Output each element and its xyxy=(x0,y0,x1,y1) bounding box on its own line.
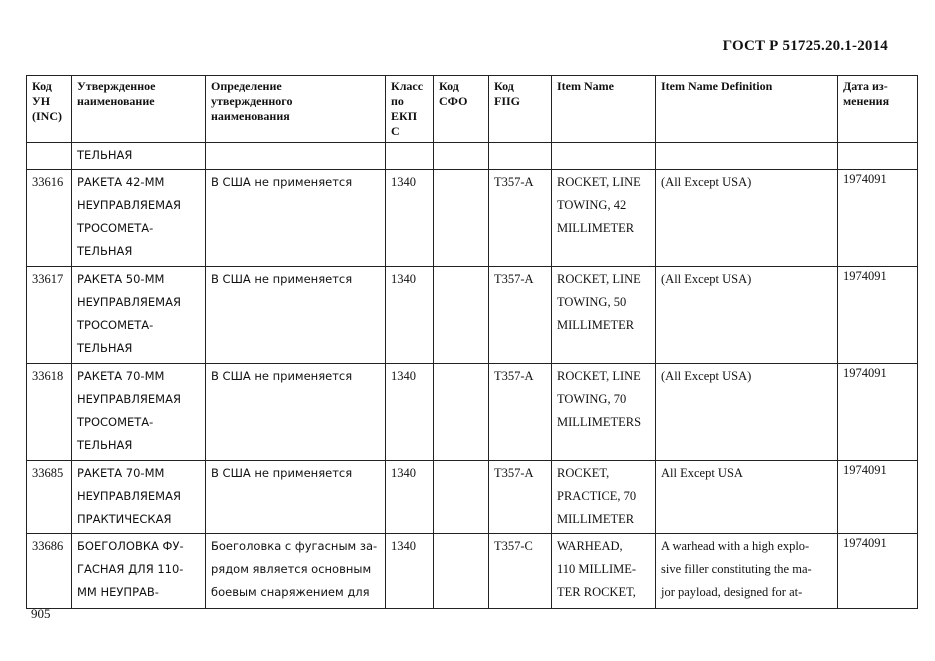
header-sfo xyxy=(434,76,489,143)
cell-name xyxy=(72,534,206,609)
text-line: СФО xyxy=(439,94,468,108)
cell-item-definition xyxy=(656,534,838,609)
text-line: НЕУПРАВЛЯЕМАЯ xyxy=(77,198,181,212)
cell-definition xyxy=(206,143,386,170)
cell-item-definition xyxy=(656,170,838,267)
text-line: РАКЕТА 70-ММ xyxy=(77,466,165,480)
cell-sfo xyxy=(434,461,489,534)
cell-item-name xyxy=(552,267,656,364)
cell-inc xyxy=(27,170,72,267)
cell-definition xyxy=(206,364,386,461)
cell-definition xyxy=(206,461,386,534)
cell-item-definition xyxy=(656,364,838,461)
continuation-row xyxy=(27,143,918,170)
cell-name xyxy=(72,461,206,534)
text-line: T357-A xyxy=(494,272,534,286)
text-line: T357-A xyxy=(494,175,534,189)
text-line: менения xyxy=(843,94,890,108)
cell-name xyxy=(72,267,206,364)
cell-class xyxy=(386,534,434,609)
text-line: В США не применяется xyxy=(211,272,353,286)
text-line: В США не применяется xyxy=(211,175,353,189)
header-definition xyxy=(206,76,386,143)
text-line: ПРАКТИЧЕСКАЯ xyxy=(77,512,172,526)
text-line: Код xyxy=(494,79,514,93)
cell-fiig xyxy=(489,461,552,534)
text-line: T357-A xyxy=(494,466,534,480)
text-line: ТРОСОМЕТА- xyxy=(77,318,154,332)
cell-item-name xyxy=(552,170,656,267)
text-line: MILLIMETER xyxy=(557,318,635,332)
table-row xyxy=(27,461,918,534)
cell-inc xyxy=(27,364,72,461)
cell-date xyxy=(838,267,918,364)
cell-sfo xyxy=(434,267,489,364)
cell-name xyxy=(72,364,206,461)
cell-item-name xyxy=(552,461,656,534)
text-line: 1974091 xyxy=(843,172,887,186)
text-line: Item Name Definition xyxy=(661,79,773,93)
text-line: (All Except USA) xyxy=(661,175,752,189)
cell-definition xyxy=(206,534,386,609)
text-line: ROCKET, LINE xyxy=(557,369,641,383)
text-line: ТЕЛЬНАЯ xyxy=(77,148,133,162)
text-line: 1974091 xyxy=(843,366,887,380)
cell-fiig xyxy=(489,534,552,609)
text-line: TOWING, 50 xyxy=(557,295,627,309)
header-date xyxy=(838,76,918,143)
text-line: НЕУПРАВЛЯЕМАЯ xyxy=(77,295,181,309)
text-line: 1340 xyxy=(391,369,416,383)
text-line: наименования xyxy=(211,109,290,123)
text-line: sive filler constituting the ma- xyxy=(661,562,812,576)
text-line: WARHEAD, xyxy=(557,539,623,553)
header-item-name xyxy=(552,76,656,143)
cell-sfo xyxy=(434,534,489,609)
text-line: MILLIMETER xyxy=(557,512,635,526)
cell-date xyxy=(838,461,918,534)
header-row xyxy=(27,76,918,143)
cell-item-name xyxy=(552,534,656,609)
text-line: ТРОСОМЕТА- xyxy=(77,221,154,235)
text-line: по xyxy=(391,94,404,108)
cell-fiig xyxy=(489,143,552,170)
text-line: A warhead with a high explo- xyxy=(661,539,810,553)
text-line: рядом является основным xyxy=(211,562,372,576)
text-line: 1340 xyxy=(391,272,416,286)
catalog-table xyxy=(26,75,918,609)
text-line: РАКЕТА 70-ММ xyxy=(77,369,165,383)
text-line: 33685 xyxy=(32,466,64,480)
cell-item-name xyxy=(552,364,656,461)
cell-date xyxy=(838,364,918,461)
text-line: утвержденного xyxy=(211,94,293,108)
cell-item-definition xyxy=(656,143,838,170)
text-line: All Except USA xyxy=(661,466,743,480)
text-line: 110 MILLIME- xyxy=(557,562,637,576)
text-line: УН xyxy=(32,94,51,108)
cell-class xyxy=(386,267,434,364)
text-line: T357-A xyxy=(494,369,534,383)
cell-fiig xyxy=(489,267,552,364)
text-line: MILLIMETER xyxy=(557,221,635,235)
text-line: ТРОСОМЕТА- xyxy=(77,415,154,429)
text-line: Код xyxy=(32,79,52,93)
cell-inc xyxy=(27,267,72,364)
cell-class xyxy=(386,170,434,267)
text-line: 1340 xyxy=(391,466,416,480)
text-line: 33617 xyxy=(32,272,64,286)
text-line: 33618 xyxy=(32,369,64,383)
text-line: TOWING, 70 xyxy=(557,392,627,406)
text-line: В США не применяется xyxy=(211,466,353,480)
text-line: 1974091 xyxy=(843,536,887,550)
text-line: 1340 xyxy=(391,539,416,553)
text-line: Утвержденное xyxy=(77,79,156,93)
text-line: наименование xyxy=(77,94,155,108)
text-line: MILLIMETERS xyxy=(557,415,642,429)
text-line: (All Except USA) xyxy=(661,272,752,286)
text-line: В США не применяется xyxy=(211,369,353,383)
cell-sfo xyxy=(434,170,489,267)
text-line: ROCKET, xyxy=(557,466,610,480)
text-line: ТЕЛЬНАЯ xyxy=(77,438,133,452)
text-line: НЕУПРАВЛЯЕМАЯ xyxy=(77,392,181,406)
text-line: Код xyxy=(439,79,459,93)
text-line: 33616 xyxy=(32,175,64,189)
text-line: Класс xyxy=(391,79,424,93)
text-line: С xyxy=(391,124,400,138)
text-line: TOWING, 42 xyxy=(557,198,627,212)
text-line: РАКЕТА 42-ММ xyxy=(77,175,165,189)
table-row xyxy=(27,267,918,364)
cell-date xyxy=(838,534,918,609)
text-line: ROCKET, LINE xyxy=(557,272,641,286)
text-line: jor payload, designed for at- xyxy=(661,585,803,599)
text-line: Item Name xyxy=(557,79,614,93)
cell-definition xyxy=(206,267,386,364)
cell-item-definition xyxy=(656,461,838,534)
cell-definition xyxy=(206,170,386,267)
cell-item-definition xyxy=(656,267,838,364)
page-number: 905 xyxy=(31,606,51,621)
text-line: ТЕЛЬНАЯ xyxy=(77,341,133,355)
cell-fiig xyxy=(489,170,552,267)
header-item-definition xyxy=(656,76,838,143)
cell-date xyxy=(838,170,918,267)
text-line: 33686 xyxy=(32,539,64,553)
text-line: боевым снаряжением для xyxy=(211,585,370,599)
header-fiig xyxy=(489,76,552,143)
text-line: FIIG xyxy=(494,94,521,108)
text-line: Дата из- xyxy=(843,79,888,93)
text-line: РАКЕТА 50-ММ xyxy=(77,272,165,286)
text-line: БОЕГОЛОВКА ФУ- xyxy=(77,539,184,553)
cell-name xyxy=(72,170,206,267)
text-line: 1340 xyxy=(391,175,416,189)
text-line: Определение xyxy=(211,79,282,93)
cell-class xyxy=(386,143,434,170)
document-title: ГОСТ Р 51725.20.1-2014 xyxy=(722,38,888,54)
cell-inc xyxy=(27,143,72,170)
text-line: 1974091 xyxy=(843,269,887,283)
text-line: ГАСНАЯ ДЛЯ 110- xyxy=(77,562,184,576)
table-row xyxy=(27,170,918,267)
text-line: ТЕЛЬНАЯ xyxy=(77,244,133,258)
text-line: (All Except USA) xyxy=(661,369,752,383)
table-row xyxy=(27,364,918,461)
text-line: 1974091 xyxy=(843,463,887,477)
table-row xyxy=(27,534,918,609)
cell-item-name xyxy=(552,143,656,170)
cell-inc xyxy=(27,534,72,609)
text-line: ROCKET, LINE xyxy=(557,175,641,189)
cell-name xyxy=(72,143,206,170)
cell-date xyxy=(838,143,918,170)
cell-sfo xyxy=(434,364,489,461)
header-class xyxy=(386,76,434,143)
cell-class xyxy=(386,461,434,534)
header-approved-name xyxy=(72,76,206,143)
text-line: PRACTICE, 70 xyxy=(557,489,637,503)
text-line: НЕУПРАВЛЯЕМАЯ xyxy=(77,489,181,503)
cell-class xyxy=(386,364,434,461)
header-inc xyxy=(27,76,72,143)
text-line: Боеголовка с фугасным за- xyxy=(211,539,378,553)
text-line: ЕКП xyxy=(391,109,418,123)
text-line: T357-C xyxy=(494,539,533,553)
cell-fiig xyxy=(489,364,552,461)
cell-inc xyxy=(27,461,72,534)
text-line: TER ROCKET, xyxy=(557,585,636,599)
text-line: ММ НЕУПРАВ- xyxy=(77,585,159,599)
cell-sfo xyxy=(434,143,489,170)
text-line: (INC) xyxy=(32,109,62,123)
